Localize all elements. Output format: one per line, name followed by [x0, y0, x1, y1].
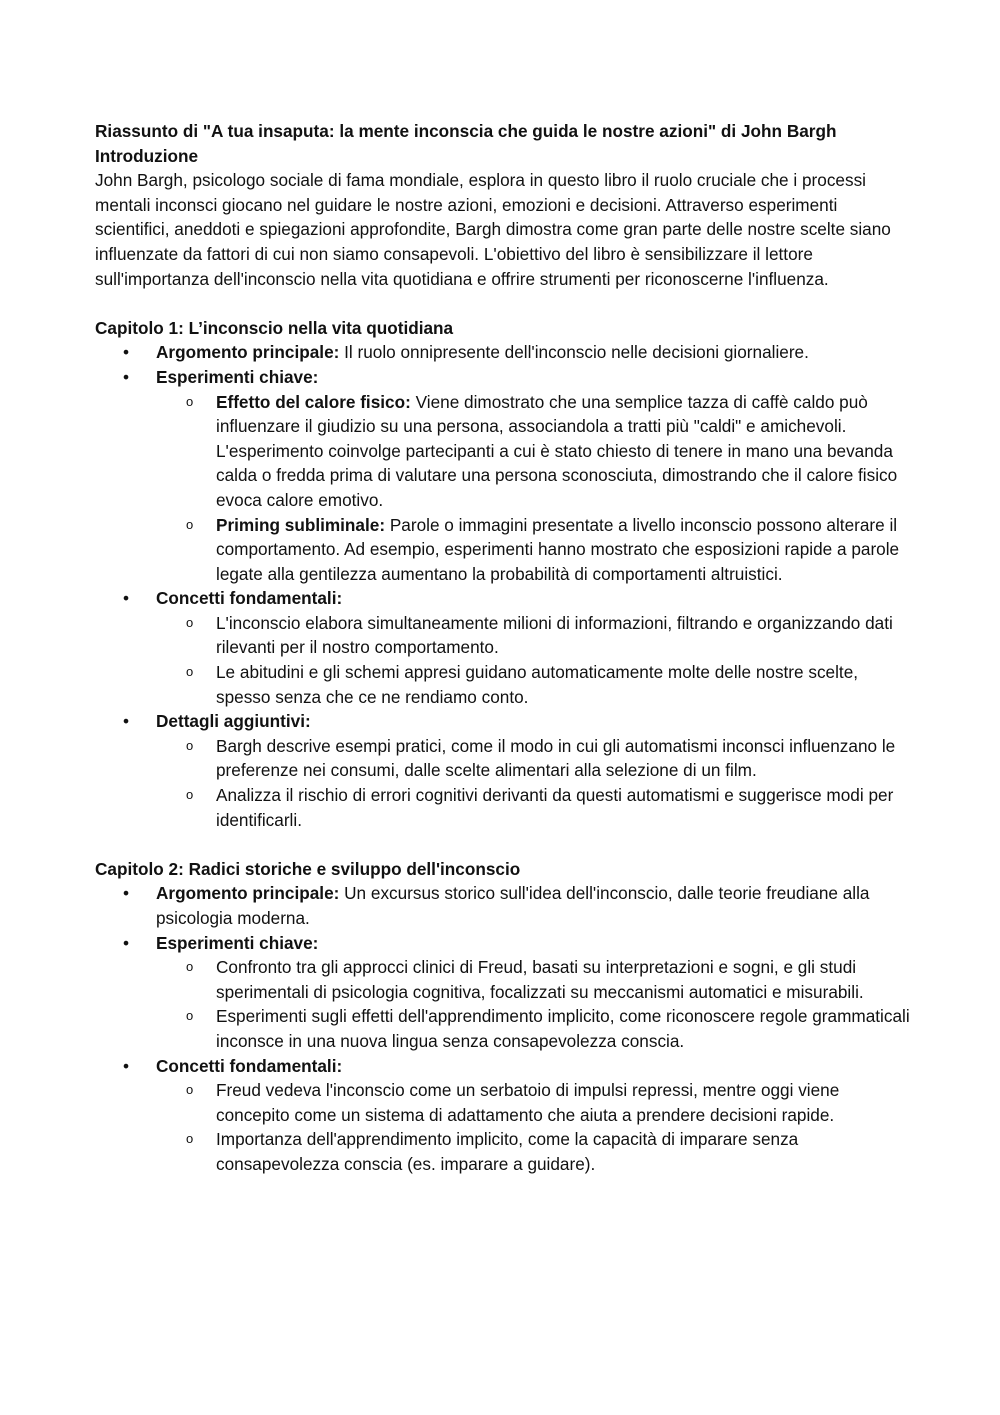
- intro-heading: Introduzione: [95, 145, 199, 166]
- sub-bullet-list: [156, 734, 910, 832]
- item-label: Esperimenti chiave:: [156, 366, 319, 387]
- bullet-list: [95, 340, 910, 832]
- sub-bullet-list: [156, 1078, 910, 1176]
- list-item: [95, 881, 910, 930]
- bullet-icon: •: [123, 883, 130, 904]
- sub-list-item: [156, 1078, 910, 1127]
- sub-item-text: Parole o immagini presentate a livello inconscio possono alterare il comportamento. Ad esempio, esperimenti hanno mostrato che esposizioni rapide a parole legate alla gentilezza aumentano la probabilità di comportamenti altruistici.: [216, 514, 900, 584]
- sub-list-item: [156, 955, 910, 1004]
- sub-item-text: Importanza dell'apprendimento implicito, come la capacità di imparare senza consapevolezza conscia (es. imparare a guidare).: [216, 1129, 799, 1174]
- item-text: Un excursus storico sull'idea dell'inconscio, dalle teorie freudiane alla psicologia moderna.: [156, 883, 870, 928]
- chapters-container: [95, 316, 910, 1177]
- item-label: Argomento principale:: [156, 883, 340, 904]
- list-item: [95, 340, 910, 365]
- sub-list-item: [156, 390, 910, 513]
- list-item: [95, 1054, 910, 1177]
- circle-bullet-icon: o: [186, 787, 194, 803]
- sub-item-text: Analizza il rischio di errori cognitivi derivanti da questi automatismi e suggerisce modi per identificarli.: [216, 785, 894, 830]
- chapter-heading: Capitolo 2: Radici storiche e sviluppo dell'inconscio: [95, 858, 521, 879]
- bullet-list: [95, 881, 910, 1176]
- bullet-icon: •: [123, 1055, 130, 1076]
- sub-item-text: Le abitudini e gli schemi appresi guidano automaticamente molte delle nostre scelte, spesso senza che ce ne rendiamo conto.: [216, 662, 859, 707]
- sub-item-text: Freud vedeva l'inconscio come un serbatoio di impulsi repressi, mentre oggi viene concepito come un sistema di adattamento che aiuta a prendere decisioni rapide.: [216, 1080, 840, 1125]
- intro-paragraph: John Bargh, psicologo sociale di fama mondiale, esplora in questo libro il ruolo cruciale che i processi mentali inconsci giocano nel guidare le nostre azioni, emozioni e decisioni. Attraverso esperimenti scientifici, aneddoti e spiegazioni approfondite, Bargh dimostra come gran parte delle nostre scelte siano influenzate da fattori di cui non siamo consapevoli. L'obiettivo del libro è sensibilizzare il lettore sull'importanza dell'inconscio nella vita quotidiana e offrire strumenti per riconoscerne l'influenza.: [95, 170, 891, 289]
- chapter-section: [95, 316, 910, 832]
- sub-item-label: Effetto del calore fisico:: [216, 391, 411, 412]
- sub-list-item: [156, 660, 910, 709]
- circle-bullet-icon: o: [186, 1131, 194, 1147]
- list-item: [95, 709, 910, 832]
- item-label: Concetti fondamentali:: [156, 588, 343, 609]
- sub-list-item: [156, 513, 910, 587]
- sub-list-item: [156, 1004, 910, 1053]
- item-text: Il ruolo onnipresente dell'inconscio nelle decisioni giornaliere.: [339, 342, 809, 363]
- circle-bullet-icon: o: [186, 664, 194, 680]
- item-label: Argomento principale:: [156, 342, 340, 363]
- sub-bullet-list: [156, 955, 910, 1053]
- sub-item-text: Esperimenti sugli effetti dell'apprendimento implicito, come riconoscere regole grammaticali inconsce in una nuova lingua senza consapevolezza conscia.: [216, 1006, 910, 1051]
- circle-bullet-icon: o: [186, 516, 194, 532]
- list-item: [95, 365, 910, 586]
- item-label: Concetti fondamentali:: [156, 1055, 343, 1076]
- bullet-icon: •: [123, 366, 130, 387]
- item-label: Esperimenti chiave:: [156, 932, 319, 953]
- item-label: Dettagli aggiuntivi:: [156, 711, 311, 732]
- sub-item-text: L'inconscio elabora simultaneamente milioni di informazioni, filtrando e organizzando dati rilevanti per il nostro comportamento.: [216, 612, 893, 658]
- circle-bullet-icon: o: [186, 1008, 194, 1024]
- circle-bullet-icon: o: [186, 614, 194, 630]
- intro-section: [95, 168, 910, 291]
- document-title: Riassunto di "A tua insaputa: la mente inconscia che guida le nostre azioni" di John Bargh: [95, 121, 837, 141]
- sub-list-item: [156, 734, 910, 783]
- chapter-section: [95, 857, 910, 1177]
- chapter-heading: Capitolo 1: L’inconscio nella vita quotidiana: [95, 317, 454, 338]
- sub-item-label: Priming subliminale:: [216, 514, 386, 535]
- sub-bullet-list: [156, 390, 910, 587]
- sub-item-text: Confronto tra gli approcci clinici di Freud, basati su interpretazioni e sogni, e gli studi sperimentali di psicologia cognitiva, focalizzati su meccanismi automatici e misurabili.: [216, 957, 864, 1002]
- list-item: [95, 586, 910, 709]
- bullet-icon: •: [123, 711, 130, 732]
- sub-list-item: [156, 1127, 910, 1176]
- circle-bullet-icon: o: [186, 393, 194, 409]
- sub-item-text: Bargh descrive esempi pratici, come il modo in cui gli automatismi inconsci influenzano le preferenze nei consumi, dalle scelte alimentari alla selezione di un film.: [216, 735, 896, 781]
- sub-bullet-list: [156, 611, 910, 709]
- list-item: [95, 931, 910, 1054]
- bullet-icon: •: [123, 342, 130, 363]
- bullet-icon: •: [123, 932, 130, 953]
- sub-list-item: [156, 611, 910, 660]
- sub-item-text: Viene dimostrato che una semplice tazza di caffè caldo può influenzare il giudizio su una persona, associandola a tratti più "caldi" e amichevoli. L'esperimento coinvolge partecipanti a cui è stato chiesto di tenere in mano una bevanda calda o fredda prima di valutare una persona sconosciuta, dimostrando che il calore fisico evoca calore emotivo.: [216, 391, 898, 510]
- circle-bullet-icon: o: [186, 737, 194, 753]
- circle-bullet-icon: o: [186, 1082, 194, 1098]
- document-content: [95, 119, 910, 1177]
- circle-bullet-icon: o: [186, 959, 194, 975]
- sub-list-item: [156, 783, 910, 832]
- bullet-icon: •: [123, 588, 130, 609]
